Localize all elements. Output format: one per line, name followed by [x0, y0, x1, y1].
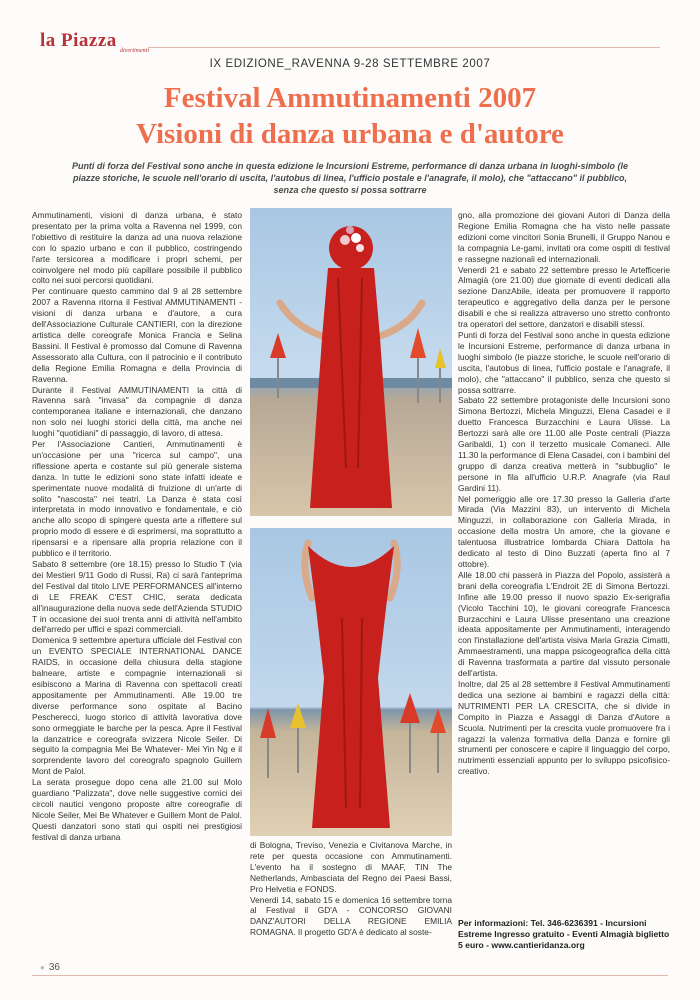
paragraph: Alle 18.00 chi passerà in Piazza del Popolo, assisterà a brani della coreografia L'Endroit 2E di Simona Bertozzi. Infine alle 19.00 presso il nuovo spazio Ex-serigrafia (Vicolo Tacchini 10), le giovani coreografe Francesca Burzacchini e Laura Ulisse presentano una creazione ideata appositamente per Ammutinamenti, interagendo con l'installazione dell'artista visiva Maria Grazia Cimatti, Ammaestramenti, una mappa psicogeografica della città di Ravenna trasformata a partire dal vissuto personale dell'artista. — [458, 569, 670, 679]
page-number-value: 36 — [48, 962, 60, 973]
article-column-middle — [250, 840, 452, 960]
article-column-left — [32, 210, 242, 962]
dancer-illustration — [250, 208, 452, 516]
dancer-illustration — [250, 528, 452, 836]
page-number: ● 36 — [40, 962, 60, 973]
paragraph: gno, alla promozione dei giovani Autori di Danza della Regione Emilia Romagna che ha visto nelle passate edizioni come vincitori Sonia Brunelli, il Gruppo Nanou e la compagnia Le-gami, invitati ora come ospiti di festival e rassegne nazionali ed internazionali. — [458, 210, 670, 264]
paragraph: Ammutinamenti, visioni di danza urbana, è stato presentato per la prima volta a Ravenna nel 1999, con l'obiettivo di restituire la danza ad una nuova relazione con lo spazio urbano e con il pubblico, costringendo l'arte tersicorea a modificare i propri schemi, per coinvolgere nel modo più capillare possibile il pubblico colto nei suoi percorsi quotidiani. — [32, 210, 242, 286]
photo-dancer-stretching-dress — [250, 528, 452, 836]
photo-dancer-flower-hood — [250, 208, 452, 516]
footer-rule — [32, 975, 668, 976]
paragraph: Venerdì 21 e sabato 22 settembre presso le Artefficerie Almagià (ore 21.00) due giornate di eventi dedicati alla sezione DanzAbile, ideata per promuovere il rapporto terapeutico e aggregativo della danza per le persone disabili e che si realizza attraverso uno stretto confronto tra operatori del settore, danzatori e disabili stessi. — [458, 264, 670, 330]
paragraph: Domenica 9 settembre apertura ufficiale del Festival con un EVENTO SPECIALE INTERNATIONAL DANCE RAIDS, in occasione della chiusura della stagione balneare, artiste e compagnie internazionali si esibiscono a Marina di Ravenna con spettacoli creati appositamente per Ammutinamenti. Alle 19.00 tre diverse performance sono ospitate al Bacino Pescherecci, luogo storico di attività lavorativa dove sono ormeggiate le barche per la pesca. Apre il Festival la danzatrice e coreografa svizzera Nicole Seiler. Di seguito la compagnia Mei Be Whatever- Mei Yin Ng e il sorprendente lavoro del coreografo spagnolo Guillem Mont de Palol. — [32, 635, 242, 777]
headline-line-1: Festival Ammutinamenti 2007 — [163, 82, 537, 114]
paragraph: Per l'Associazione Cantieri, Ammutinamenti è un'occasione per una "ricerca sul campo", una riflessione aperta e costante sul più generale sistema danza. In tutte le edizioni sono state infatti ideate e sperimentate nuove modalità di fruizione di un'arte di solito "nascosta" nei teatri. La Danza è stata così interpretata in modo innovativo e fondamentale, e ciò anche allo scopo di spingere questa arte a riflettere sul proprio modo di essere e di esprimersi, ma soprattutto a ripensarsi e a ripensare alla propria relazione con il pubblico e il territorio. — [32, 439, 242, 559]
paragraph: La serata prosegue dopo cena alle 21.00 sul Molo guardiano "Palizzata", dove nelle suggestive cornici dei circoli nautici vengono proposte altre coreografie di Nicole Seiler, Mei Be Whatever e Guillem Mont de Palol. Questi danzatori sono stati qui ospiti nei prestigiosi festival di danza urbana — [32, 777, 242, 842]
paragraph: Inoltre, dal 25 al 28 settembre il Festival Ammutinamenti dedica una sezione ai bambini e ragazzi della città: NUTRIMENTI PER LA CRESCITA, che si divide in Compito in Piazza e Assaggi di Danza d'Autore a Scuola. Nutrimenti per la crescita vuole promuovere fra i ragazzi la valenza formativa della Danza e fornire gli strumenti per conoscere e capire il linguaggio del corpo, nutrimenti essenziali appunto per lo sviluppo psicofisico-creativo. — [458, 678, 670, 777]
edition-line: IX EDIZIONE_RAVENNA 9-28 SETTEMBRE 2007 — [209, 58, 491, 70]
paragraph: Sabato 22 settembre protagoniste delle Incursioni sono Simona Bertozzi, Michela Minguzzi, Elena Casadei e il duetto Francesca Burzacchini e Laura Ulisse. La Bertozzi sarà alle ore 11.00 alle Poste centrali (Piazza Garibaldi, 1) con il terzetto musicale Comaneci. Alle 11.30 la performance di Elena Casadei, con i bambini del gruppo di danza creativa metterà in "subbuglio" le persone in fila all'ufficio U.R.P. Anagrafe (via Raul Gardini 11). — [458, 395, 670, 493]
dancer-figure — [280, 226, 422, 508]
paragraph: Venerdì 14, sabato 15 e domenica 16 settembre torna al Festival il GD'A - CONCORSO GIOVANI DANZ'AUTORI DELLA REGIONE EMILIA ROMAGNA. Il progetto GD'A è dedicato al soste- — [250, 894, 452, 938]
paragraph: Sabato 8 settembre (ore 18.15) presso lo Studio T (via dei Mestieri 9/11 Godo di Russi, Ra) ci sarà l'anteprima del Festival dal titolo LIVE PERFORMANCES all'interno di LE FREAK C'EST CHIC, serata dedicata all'inaugurazione della nuova sede dell'Azienda STUDIO T in occasione dei suoi trenta anni di attività nell'ambito dell'arredo per uffici e spazi commerciali. — [32, 559, 242, 635]
dancer-figure — [305, 543, 397, 828]
paragraph: Per continuare questo cammino dal 9 al 28 settembre 2007 a Ravenna ritorna il Festival AMMUTINAMENTI - visioni di danza urbana e d'autore, a cura dell'Associazione Culturale CANTIERI, con la direzione artistica delle coreografe Monica Francia e Selina Bassini. Il Festival è promosso dal Comune di Ravenna Assessorato alla Cultura, con il patrocinio e il contributo della Regione Emilia Romagna e della Provincia di Ravenna. — [32, 286, 242, 384]
lead-paragraph: Punti di forza del Festival sono anche in questa edizione le Incursioni Estreme, performance di danza urbana in luoghi-simbolo (le piazze storiche, le scuole nell'orario di uscita, l'autobus di linea, l'ufficio postale e l'anagrafe, il molo), che "attaccano" il pubblico, senza che questo si possa sottrarre — [71, 161, 629, 195]
article-column-right — [458, 210, 670, 910]
magazine-logo — [40, 30, 149, 54]
paragraph: Nel pomeriggio alle ore 17.30 presso la Galleria d'arte Mirada (Via Mazzini 83), un intervento di Michela Minguzzi, in collaborazione con Galleria Mirada, in occasione della mostra Un amore, che la giovane e talentuosa illustratrice lombarda Chiara Dattola ha dedicato al testo di Dino Buzzati (aperta fino al 7 ottobre). — [458, 493, 670, 569]
brand-subtitle: divertimenti — [120, 48, 149, 54]
header-rule — [148, 47, 660, 48]
paragraph: Punti di forza del Festival sono anche in questa edizione le Incursioni Estreme, performance di danza urbana in luoghi simbolo (le piazze storiche, le scuole nell'orario di uscita, l'autobus di linea, l'ufficio postale e l'anagrafe, il molo), che "attaccano" il pubblico, senza che questo si possa sottrarre. — [458, 329, 670, 395]
paragraph: di Bologna, Treviso, Venezia e Civitanova Marche, in rete per questa occasione con Ammutinamenti. L'evento ha il sostegno di MAAF, TIN The Netherlands, Ambasciata del Regno dei Paesi Bassi, Pro Helvetia e FONDS. — [250, 840, 452, 894]
headline-line-2: Visioni di danza urbana e d'autore — [136, 118, 564, 150]
contact-info: Per informazioni: Tel. 346-6236391 - Incursioni Estreme Ingresso gratuito - Eventi Almagià biglietto 5 euro - www.cantieridanza.org — [458, 918, 670, 950]
paragraph: Durante il Festival AMMUTINAMENTI la città di Ravenna sarà "invasa" da compagnie di danza contemporanea italiane e internazionali, che danzano non solo nei luoghi storici della città, ma anche nei luoghi "quotidiani" di passaggio, di lavoro, di attesa. — [32, 384, 242, 439]
brand-name: la Piazza — [40, 30, 117, 51]
